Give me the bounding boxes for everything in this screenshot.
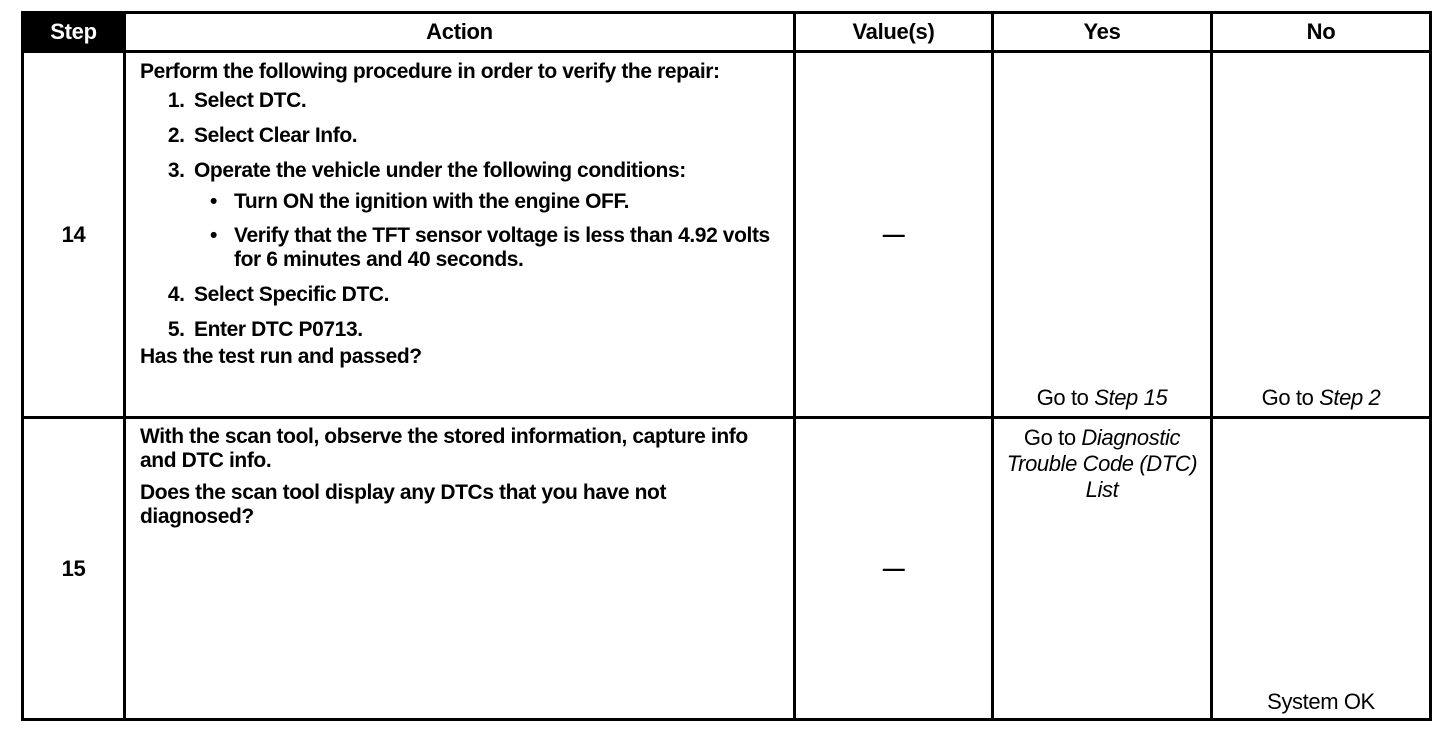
go-to-label: Go to bbox=[1036, 385, 1089, 410]
table-row bbox=[23, 418, 1431, 720]
step-number: 14 bbox=[23, 52, 125, 418]
action-question: Has the test run and passed? bbox=[140, 345, 422, 368]
step-2-link[interactable]: Step 2 bbox=[1319, 385, 1381, 410]
value-cell: — bbox=[795, 418, 993, 720]
go-to-label: Go to bbox=[1261, 385, 1314, 410]
yes-column-header: Yes bbox=[993, 13, 1212, 52]
step-number: 15 bbox=[23, 418, 125, 720]
procedure-list bbox=[140, 88, 783, 342]
action-cell bbox=[125, 52, 795, 418]
values-column-header: Value(s) bbox=[795, 13, 993, 52]
action-cell bbox=[125, 418, 795, 720]
action-intro: Perform the following procedure in order to verify the repair: bbox=[140, 60, 720, 83]
step-15-link[interactable]: Step 15 bbox=[1094, 385, 1168, 410]
action-question: Does the scan tool display any DTCs that you have not diagnosed? bbox=[140, 481, 667, 528]
procedure-step: 1. Select DTC. bbox=[190, 88, 783, 113]
dtc-list-link[interactable]: Diagnostic Trouble Code (DTC) List bbox=[1006, 425, 1198, 502]
go-to-label: Go to bbox=[1023, 425, 1076, 450]
condition-list bbox=[194, 189, 783, 272]
diagnostic-table bbox=[21, 11, 1432, 721]
value-cell: — bbox=[795, 52, 993, 418]
table-row bbox=[23, 52, 1431, 418]
table-header-row bbox=[23, 13, 1431, 52]
action-column-header: Action bbox=[125, 13, 795, 52]
step-column-header: Step bbox=[23, 13, 125, 52]
no-cell bbox=[1212, 418, 1431, 720]
no-column-header: No bbox=[1212, 13, 1431, 52]
action-intro: With the scan tool, observe the stored information, capture info and DTC info. bbox=[140, 425, 748, 472]
condition-item: • Verify that the TFT sensor voltage is less than 4.92 volts for 6 minutes and 40 seconds. bbox=[230, 224, 783, 272]
system-ok-text: System OK bbox=[1267, 689, 1375, 714]
procedure-step: 2. Select Clear Info. bbox=[190, 123, 783, 148]
yes-cell bbox=[993, 52, 1212, 418]
procedure-step: 4. Select Specific DTC. bbox=[190, 282, 783, 307]
no-cell bbox=[1212, 52, 1431, 418]
procedure-step: 3. Operate the vehicle under the following conditions: • Turn ON the ignition with the engine OFF. • Verify that the TFT sensor voltage is less than 4.92 volts for 6 minutes and 40 seconds. bbox=[190, 158, 783, 272]
procedure-step: 5. Enter DTC P0713. bbox=[190, 317, 783, 342]
condition-item: • Turn ON the ignition with the engine OFF. bbox=[230, 189, 783, 214]
yes-cell bbox=[993, 418, 1212, 720]
